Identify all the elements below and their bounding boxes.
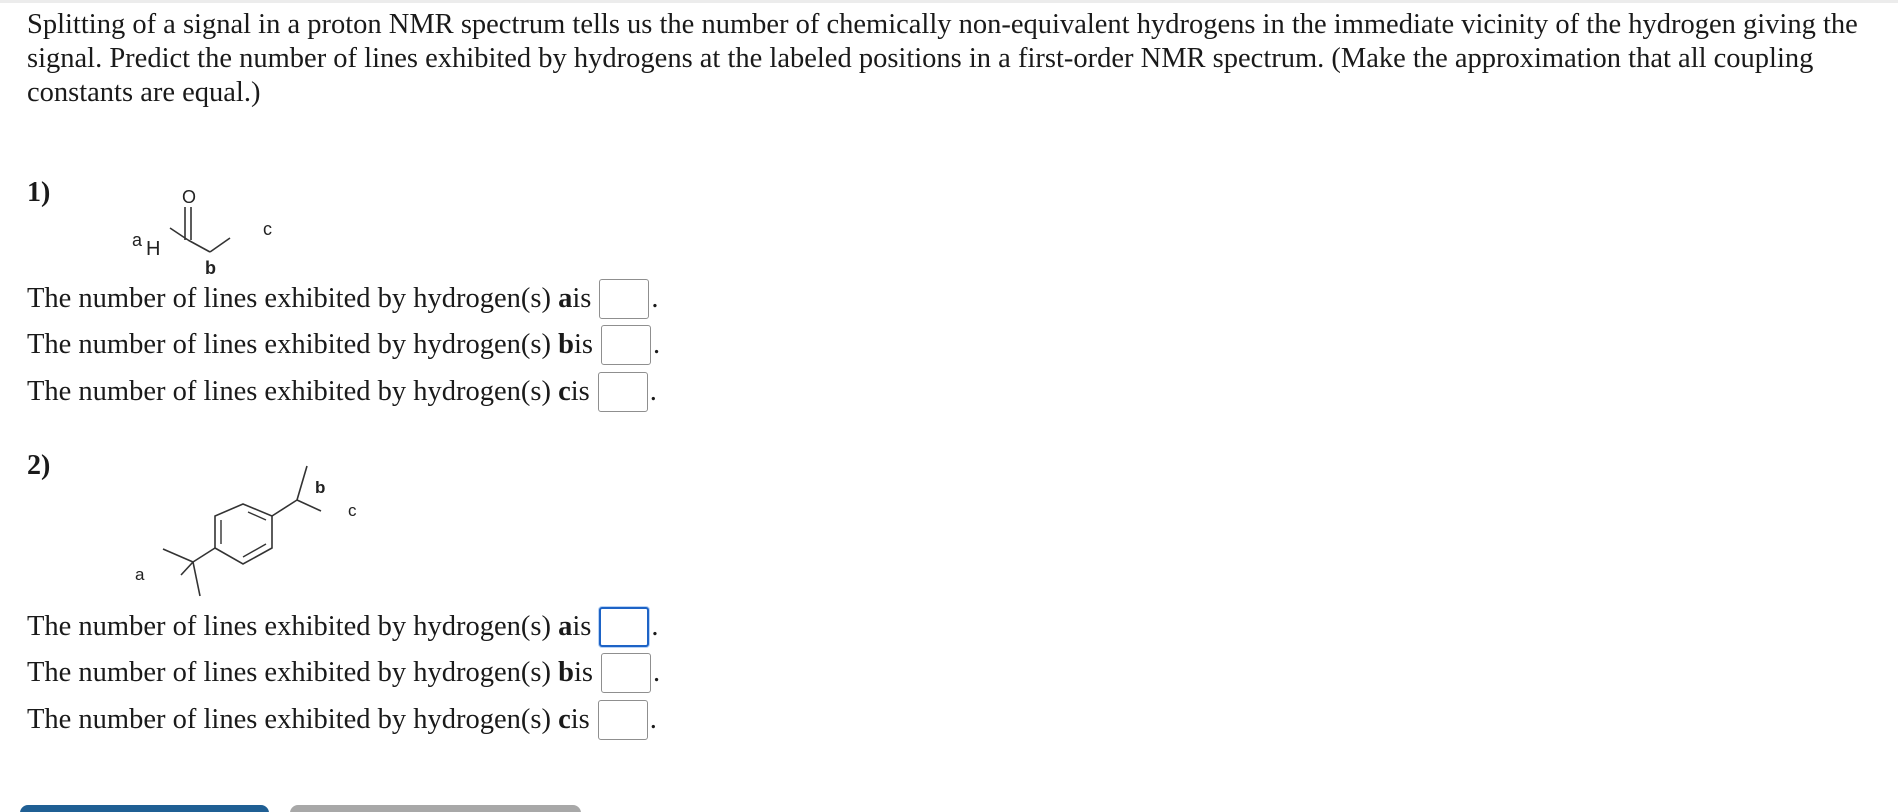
hydrogen-letter: c <box>558 376 571 407</box>
question-1-number: 1) <box>27 177 51 208</box>
hydrogen-letter: b <box>558 657 574 688</box>
label-b-2: b <box>315 478 326 497</box>
aromatic-structure <box>125 450 375 610</box>
q2-answer-c[interactable] <box>598 700 648 740</box>
label-c-2: c <box>348 501 357 520</box>
hydrogen-letter: b <box>558 329 574 360</box>
hydrogen-letter: a <box>558 611 573 642</box>
q2-answer-a[interactable] <box>599 607 649 647</box>
secondary-action-button[interactable] <box>290 805 581 812</box>
label-a-2: a <box>135 565 145 584</box>
q1-line-b <box>27 325 660 365</box>
q2-line-c <box>27 700 657 740</box>
top-divider <box>0 0 1898 3</box>
line-prefix: The number of lines exhibited by hydrogen(s) <box>27 657 551 688</box>
question-2-number: 2) <box>27 450 51 481</box>
propanal-structure <box>130 178 300 278</box>
line-prefix: The number of lines exhibited by hydrogen(s) <box>27 376 551 407</box>
period: . <box>651 283 659 314</box>
question-instructions: Splitting of a signal in a proton NMR spectrum tells us the number of chemically non-equivalent hydrogens in the immediate vicinity of the hydrogen giving the signal. Predict the number of lines exhibited by hydrogens at the labeled positions in a first-order NMR spectrum. (Make the approximation that all coupling constants are equal.) <box>27 9 1858 108</box>
line-suffix: is <box>570 704 590 735</box>
q2-line-b <box>27 653 660 693</box>
line-prefix: The number of lines exhibited by hydrogen(s) <box>27 704 551 735</box>
q1-line-a <box>27 279 658 319</box>
period: . <box>649 704 657 735</box>
label-b-1: b <box>205 258 216 278</box>
line-suffix: is <box>572 283 592 314</box>
period: . <box>652 329 661 360</box>
line-prefix: The number of lines exhibited by hydrogen(s) <box>27 611 551 642</box>
line-suffix: is <box>573 329 593 360</box>
period: . <box>649 376 657 407</box>
hydrogen-letter: c <box>558 704 571 735</box>
q1-answer-a[interactable] <box>599 279 649 319</box>
line-suffix: is <box>573 657 593 688</box>
line-suffix: is <box>570 376 590 407</box>
line-prefix: The number of lines exhibited by hydrogen(s) <box>27 329 551 360</box>
period: . <box>652 657 661 688</box>
oxygen-label: O <box>182 187 197 207</box>
primary-action-button[interactable] <box>20 805 269 812</box>
line-suffix: is <box>572 611 592 642</box>
label-c-1: c <box>263 219 272 239</box>
period: . <box>651 611 659 642</box>
q2-answer-b[interactable] <box>601 653 651 693</box>
q2-line-a <box>27 607 658 647</box>
q1-line-c <box>27 372 657 412</box>
hydrogen-label: H <box>146 238 161 260</box>
hydrogen-letter: a <box>558 283 573 314</box>
label-a-1: a <box>132 230 143 250</box>
q1-answer-c[interactable] <box>598 372 648 412</box>
line-prefix: The number of lines exhibited by hydrogen(s) <box>27 283 551 314</box>
q1-answer-b[interactable] <box>601 325 651 365</box>
